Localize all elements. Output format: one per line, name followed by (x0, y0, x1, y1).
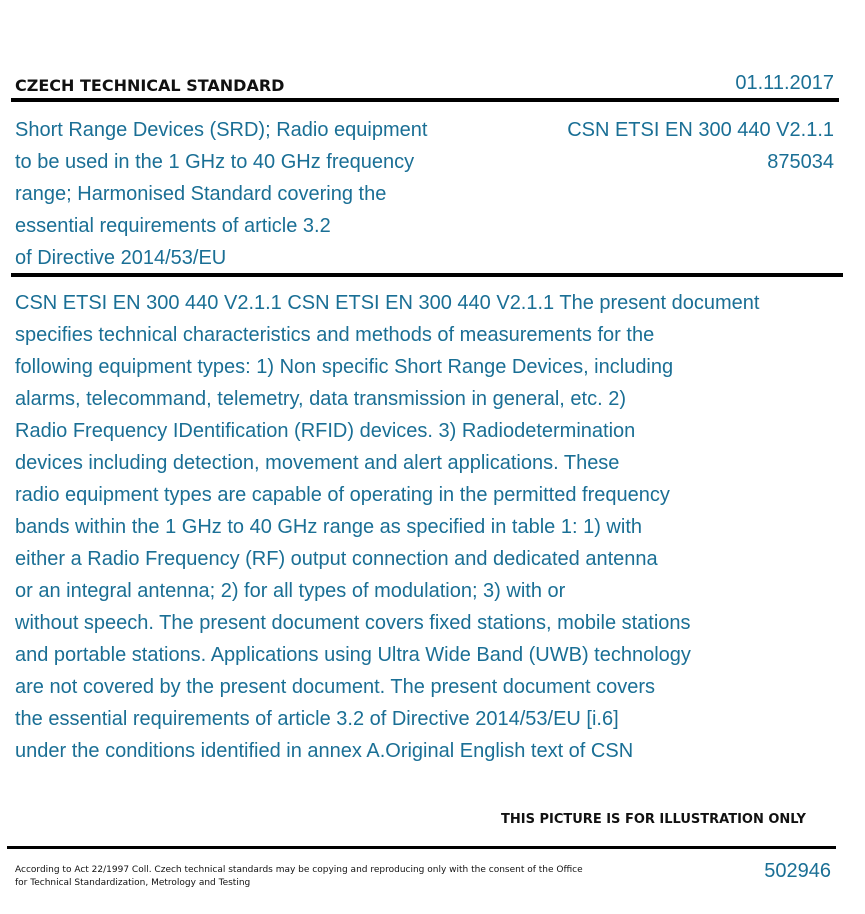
standard-reference (567, 114, 834, 178)
standard-designation: CSN ETSI EN 300 440 V2.1.1 (567, 119, 834, 141)
title-line: essential requirements of article 3.2 (15, 215, 331, 237)
classification-number: 875034 (767, 151, 834, 173)
catalog-number: 502946 (764, 860, 831, 882)
publication-date: 01.11.2017 (735, 72, 834, 94)
title-divider (11, 273, 843, 277)
title-line: Short Range Devices (SRD); Radio equipment (15, 119, 428, 141)
standard-abstract: CSN ETSI EN 300 440 V2.1.1 CSN ETSI EN 300 440 V2.1.1 The present document specifies technical characteristics and methods of measurements for the following equipment types: 1) Non specific Short Range Devices, including alarms, telecommand, telemetry, data transmission in general, etc. 2) Radio Frequency IDentification (RFID) devices. 3) Radiodetermination devices including detection, movement and alert applications. These radio equipment types are capable of operating in the permitted frequency bands within the 1 GHz to 40 GHz range as specified in table 1: 1) with either a Radio Frequency (RF) output connection and dedicated antenna or an integral antenna; 2) for all types of modulation; 3) with or without speech. The present document covers fixed stations, mobile stations and portable stations. Applications using Ultra Wide Band (UWB) technology are not covered by the present document. The present document covers the essential requirements of article 3.2 of Directive 2014/53/EU [i.6] under the conditions identified in annex A.Original English text of CSN (15, 292, 760, 762)
header-divider (11, 98, 839, 102)
title-line: range; Harmonised Standard covering the (15, 183, 387, 205)
standard-title (15, 114, 485, 274)
copyright-notice: According to Act 22/1997 Coll. Czech technical standards may be copying and reproducing only with the consent of the Office for Technical Standardization, Metrology and Testing (15, 865, 583, 888)
illustration-notice: THIS PICTURE IS FOR ILLUSTRATION ONLY (501, 812, 806, 827)
title-line: of Directive 2014/53/EU (15, 247, 227, 269)
footer-divider (7, 846, 836, 849)
title-line: to be used in the 1 GHz to 40 GHz frequency (15, 151, 415, 173)
standard-type-label: CZECH TECHNICAL STANDARD (15, 76, 285, 95)
